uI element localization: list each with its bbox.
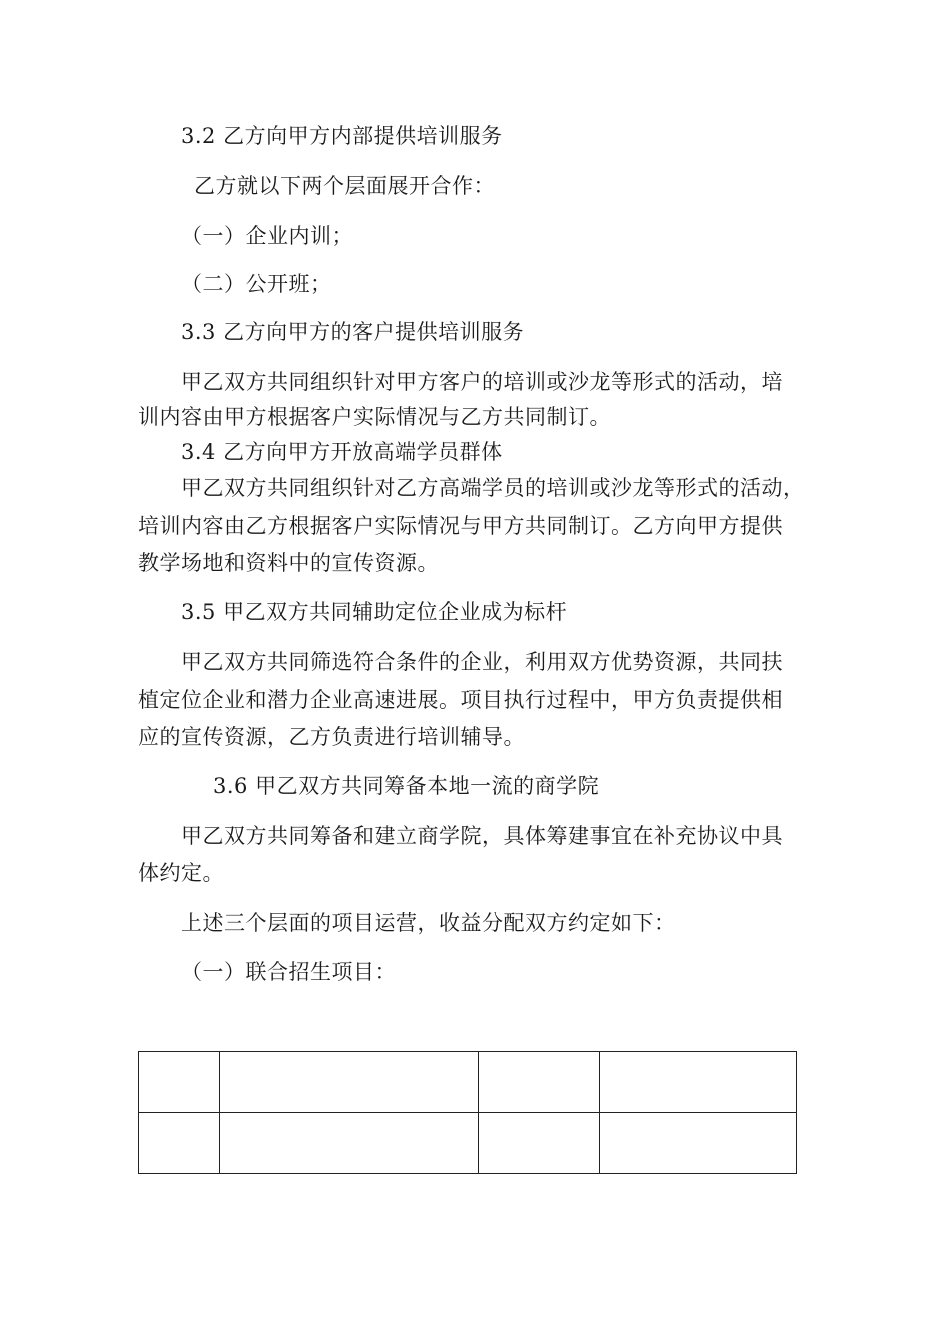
paragraph-line: 植定位企业和潜力企业高速进展。项目执行过程中，甲方负责提供相 (138, 688, 783, 712)
section-heading: 3.6 甲乙双方共同筹备本地一流的商学院 (213, 774, 600, 798)
revenue-table (138, 1051, 797, 1174)
list-item: （一）联合招生项目： (181, 960, 396, 984)
table-cell (600, 1113, 797, 1174)
table-cell (600, 1052, 797, 1113)
paragraph-line: 培训内容由乙方根据客户实际情况与甲方共同制订。乙方向甲方提供 (138, 514, 783, 538)
list-item: （一）企业内训； (181, 224, 353, 248)
list-item: （二）公开班； (181, 272, 332, 296)
paragraph-line: 体约定。 (138, 861, 224, 885)
table-cell (219, 1052, 479, 1113)
paragraph-line: 上述三个层面的项目运营，收益分配双方约定如下： (181, 911, 676, 935)
table-cell (479, 1113, 600, 1174)
section-heading: 3.2 乙方向甲方内部提供培训服务 (181, 124, 503, 148)
table-cell (219, 1113, 479, 1174)
paragraph-line: 应的宣传资源，乙方负责进行培训辅导。 (138, 725, 525, 749)
paragraph-line: 甲乙双方共同筛选符合条件的企业，利用双方优势资源，共同扶 (181, 650, 783, 674)
paragraph-line: 乙方就以下两个层面展开合作： (194, 174, 495, 198)
section-heading: 3.4 乙方向甲方开放高端学员群体 (181, 440, 503, 464)
table-cell (139, 1052, 220, 1113)
section-heading: 3.3 乙方向甲方的客户提供培训服务 (181, 320, 525, 344)
paragraph-line: 教学场地和资料中的宣传资源。 (138, 551, 439, 575)
table-row (139, 1052, 797, 1113)
paragraph-line: 甲乙双方共同筹备和建立商学院，具体筹建事宜在补充协议中具 (181, 824, 783, 848)
paragraph-line: 甲乙双方共同组织针对乙方高端学员的培训或沙龙等形式的活动， (181, 476, 805, 500)
paragraph-line: 训内容由甲方根据客户实际情况与乙方共同制订。 (138, 405, 611, 429)
section-heading: 3.5 甲乙双方共同辅助定位企业成为标杆 (181, 600, 568, 624)
table-row (139, 1113, 797, 1174)
paragraph-line: 甲乙双方共同组织针对甲方客户的培训或沙龙等形式的活动，培 (181, 370, 783, 394)
table-cell (479, 1052, 600, 1113)
table-cell (139, 1113, 220, 1174)
